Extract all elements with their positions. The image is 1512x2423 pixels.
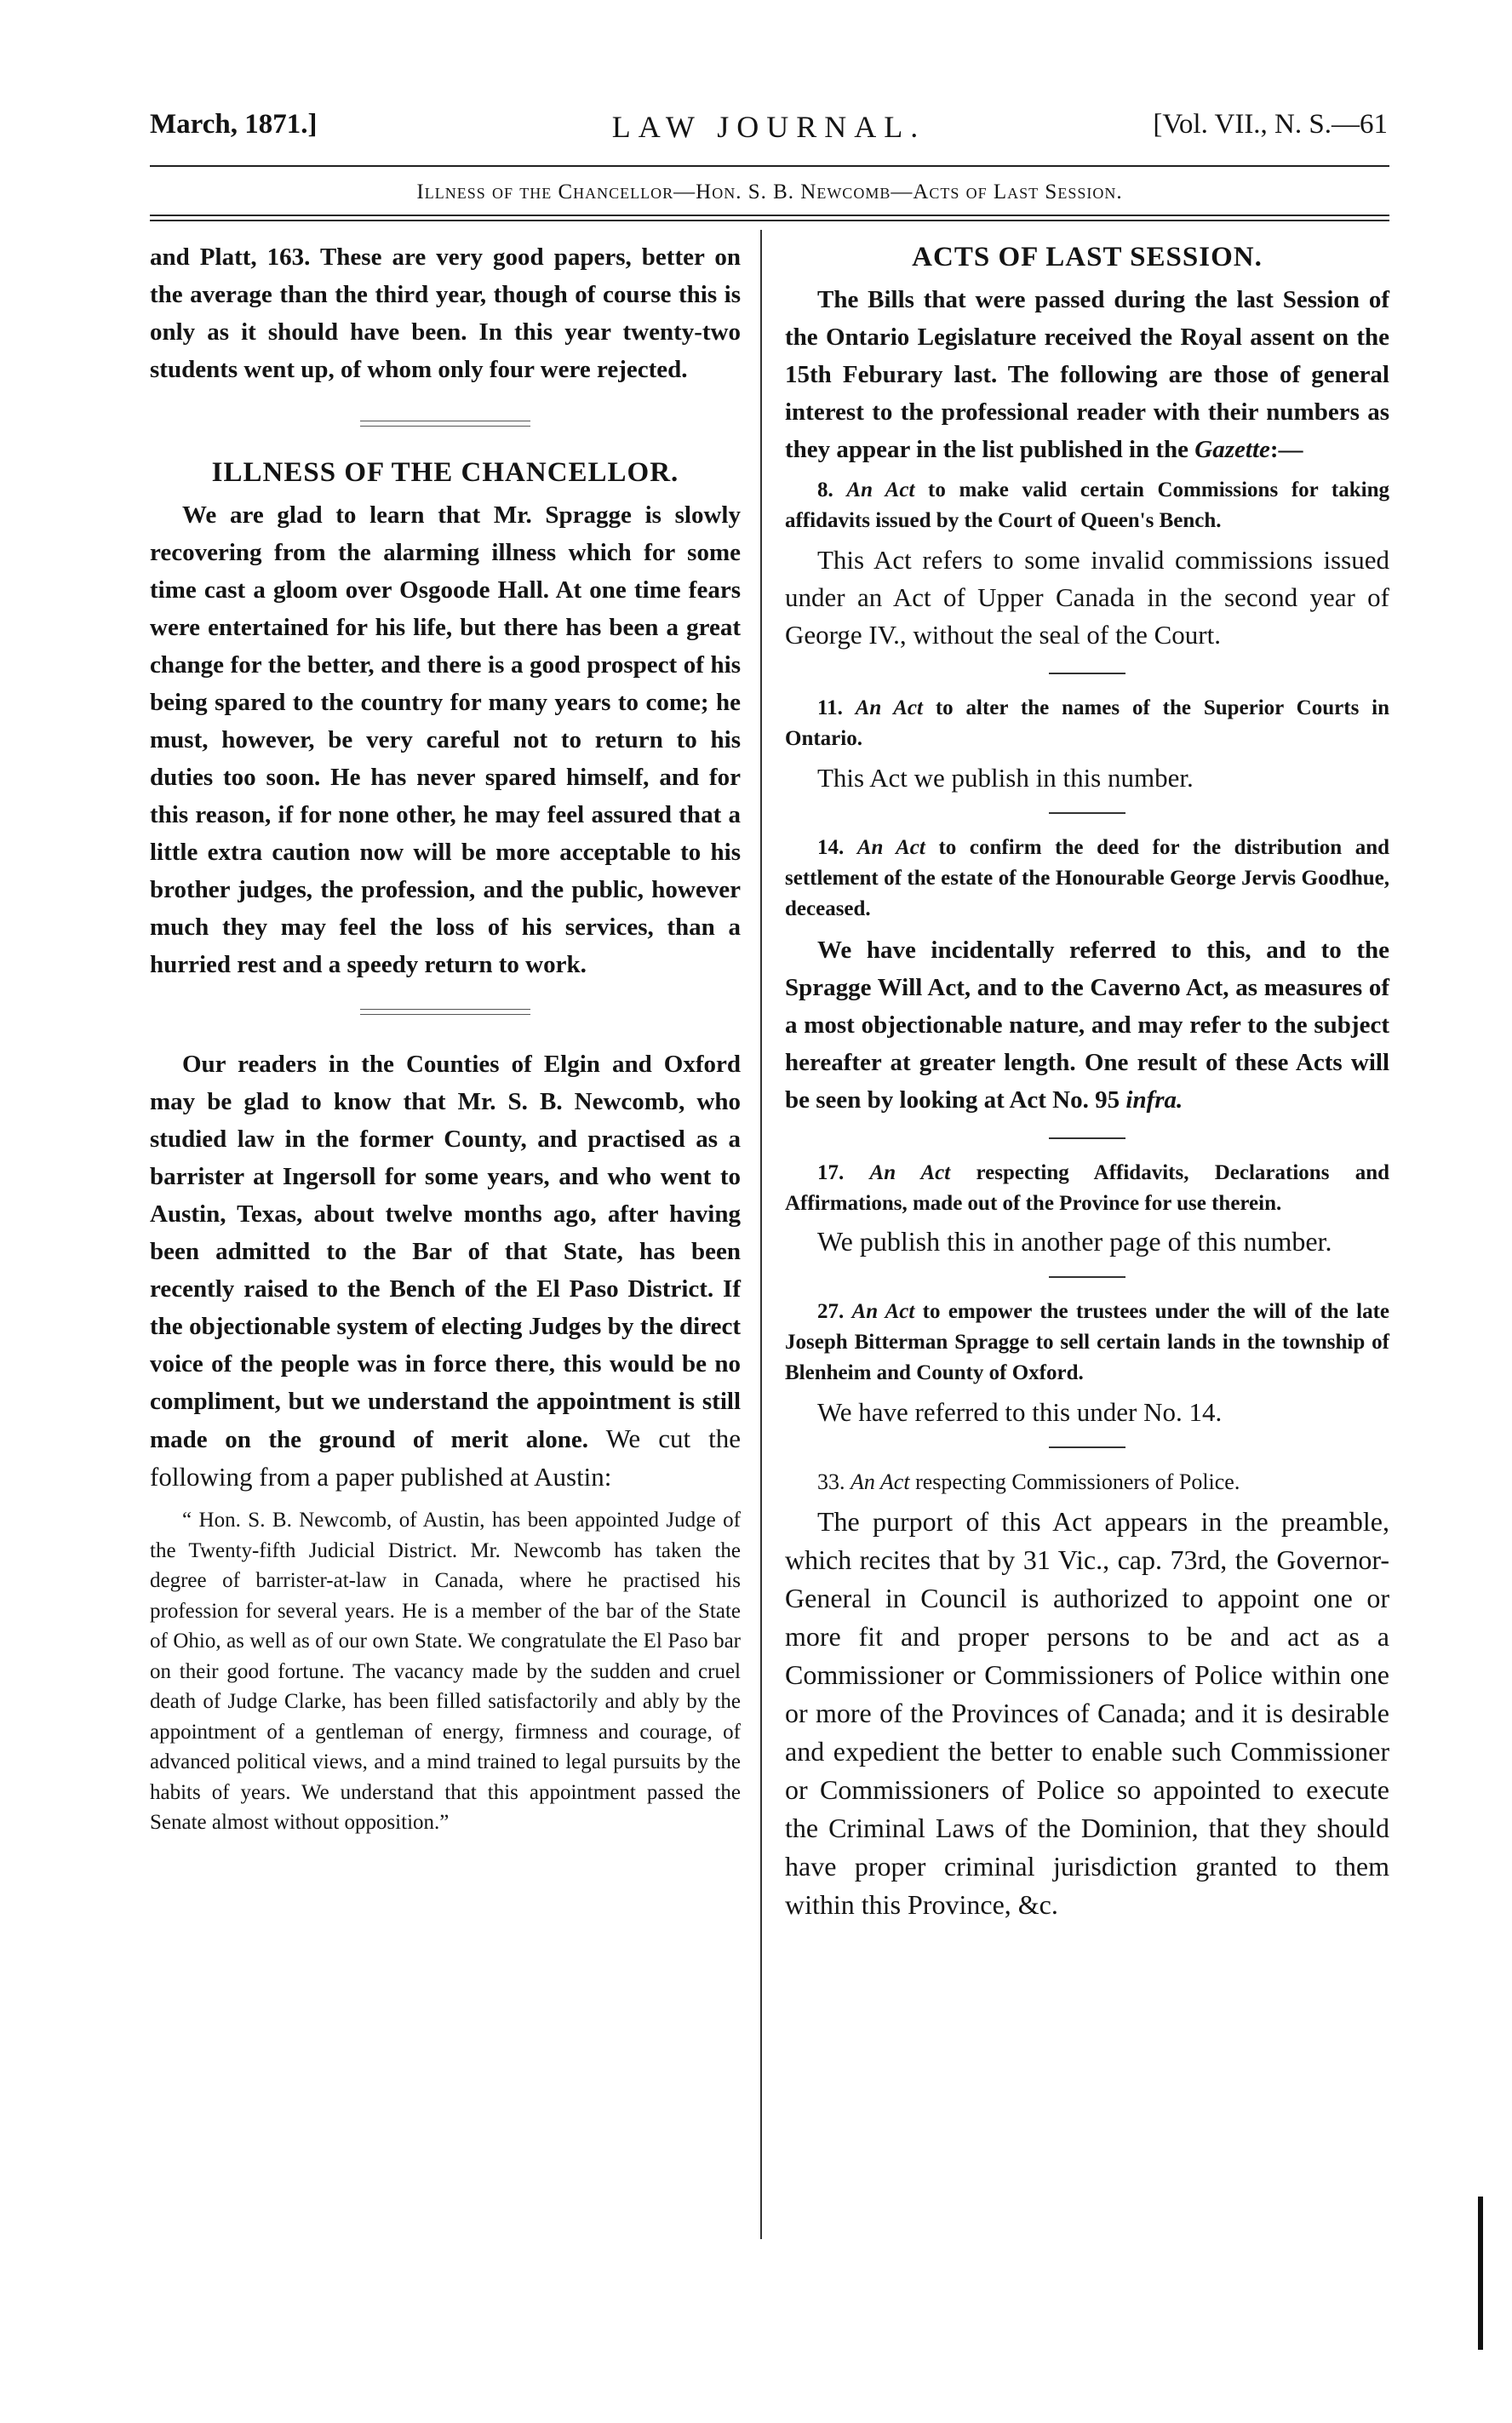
acts-heading: ACTS OF LAST SESSION.: [912, 242, 1263, 272]
left-column: [150, 238, 741, 1838]
act-title: [785, 693, 1389, 754]
act-description: to empower the trustees under the will of the late Joseph Bitterman Spragge to sell certain lands in the township of Blenheim and County of Oxford.: [785, 1300, 1389, 1384]
illness-paragraph: We are glad to learn that Mr. Spragge is slowly recovering from the alarming illness which for some time cast a gloom over Osgoode Hall. At one time fears were entertained for his life, but there has been a great change for the better, and there is a good prospect of his being spared to the country for many years to come; he must, however, be very careful not to return to his duties too soon. He has never spared himself, and for this reason, if for none other, he may feel assured that a little extra caution now will be more acceptable to his brother judges, the profession, and the public, however much they may feel the loss of his services, than a hurried rest and a speedy return to work.: [150, 501, 741, 978]
act-separator: [1049, 1137, 1125, 1139]
act-comment: We publish this in another page of this number.: [817, 1226, 1332, 1257]
act-description: to alter the names of the Superior Courts in Ontario.: [785, 696, 1389, 750]
illness-heading: ILLNESS OF THE CHANCELLOR.: [211, 457, 679, 488]
act-title: [785, 1467, 1389, 1498]
act-label: An Act: [869, 1161, 951, 1184]
acts-intro-text: The Bills that were passed during the last Session of the Ontario Legislature received the Royal assent on the 15th Feburary last. The following are those of general interest to the professional reader with their numbers as they appear in the list published in the: [785, 286, 1389, 463]
act-title: [785, 1158, 1389, 1219]
acts-intro: [785, 281, 1389, 468]
right-column: [785, 238, 1389, 1924]
newcomb-plain-text: We cut the following from a paper published at Austin:: [150, 1423, 742, 1492]
page-edge-mark: [1478, 2197, 1483, 2350]
austin-quote: “ Hon. S. B. Newcomb, of Austin, has been appointed Judge of the Twenty-fifth Judicial District. Mr. Newcomb has taken the degree of barrister-at-law in Canada, where he practised his profession for several years. He is a member of the bar of the State of Ohio, as well as of our own State. We congratulate the El Paso bar on their good fortune. The vacancy made by the sudden and cruel death of Judge Clarke, has been filled satisfactorily and ably by the appointment of a gentleman of energy, firmness and courage, of advanced political views, and a mind trained to legal pursuits by the habits of years. We understand that this appointment passed the Senate almost without opposition.”: [150, 1509, 741, 1834]
section-divider: [360, 1009, 530, 1015]
act-label: An Act: [855, 696, 923, 719]
act-number: 33.: [817, 1469, 845, 1494]
acts-intro-end: :—: [1269, 436, 1303, 463]
act-label: An Act: [856, 836, 925, 859]
act-separator: [1049, 812, 1125, 814]
act-title: [785, 833, 1389, 925]
intro-paragraph: and Platt, 163. These are very good papers, better on the average than the third year, though of course this is only as it should have been. In this year twenty-two students went up, of whom only four were rejected.: [150, 243, 741, 383]
act-title: [785, 475, 1389, 536]
newcomb-bold-text: Our readers in the Counties of Elgin and Oxford may be glad to know that Mr. S. B. Newcomb, who studied law in the former County, and practised as a barrister at Ingersoll for some years, and who went to Austin, Texas, about twelve months ago, after having been admitted to the Bar of that State, has been recently raised to the Bench of the El Paso District. If the objectionable system of electing Judges by the direct voice of the people was in force there, this would be no compliment, but we understand the appointment is still made on the ground of merit alone.: [150, 1051, 741, 1453]
page-subtitle: Illness of the Chancellor—Hon. S. B. Newcomb—Acts of Last Session.: [416, 180, 1123, 203]
act-label: An Act: [850, 1469, 910, 1494]
act-number: 17.: [817, 1161, 845, 1184]
act-label: An Act: [846, 478, 915, 501]
act-comment: The purport of this Act appears in the preamble, which recites that by 31 Vic., cap. 73rd, the Governor-General in Council is authorized to appoint one or more fit and proper persons to be and act as a Commissioner or Commissioners of Police within one or more of the Provinces of Canada; and it is desirable and expedient the better to enable such Commissioner or Commissioners of Police so appointed to execute the Criminal Laws of the Dominion, that they should have proper criminal jurisdiction granted to them within this Province, &c.: [785, 1505, 1389, 1920]
running-header: [150, 109, 1388, 157]
section-divider: [360, 421, 530, 427]
header-date: March, 1871.]: [150, 109, 318, 140]
header-rule-top: [150, 165, 1389, 167]
act-label: An Act: [851, 1300, 915, 1323]
act-number: 14.: [817, 836, 845, 859]
act-number: 8.: [817, 478, 833, 501]
act-number: 11.: [817, 696, 843, 719]
act-description: respecting Affidavits, Declarations and Affirmations, made out of the Province for use therein.: [785, 1161, 1390, 1215]
act-description: respecting Commissioners of Police.: [915, 1469, 1240, 1494]
act-comment: [785, 931, 1389, 1119]
act-title: [785, 1297, 1389, 1389]
header-rule-upper: [150, 215, 1389, 216]
act-separator: [1049, 1276, 1125, 1278]
act-comment-text: We have incidentally referred to this, and to the Spragge Will Act, and to the Caverno Act, as measures of a most objectionable nature, and may refer to the subject hereafter at greater length. One result of these Acts will be seen by looking at Act No. 95: [785, 937, 1389, 1114]
act-comment: This Act we publish in this number.: [817, 763, 1194, 793]
act-comment: We have referred to this under No. 14.: [817, 1397, 1223, 1427]
gazette-italic: Gazette: [1194, 436, 1270, 463]
infra-italic: infra.: [1125, 1086, 1183, 1114]
column-divider: [760, 230, 762, 2239]
act-comment: This Act refers to some invalid commissions issued under an Act of Upper Canada in the second year of George IV., without the seal of the Court.: [785, 545, 1389, 650]
header-rule-lower: [150, 220, 1389, 221]
header-volume: [Vol. VII., N. S.—61: [1153, 109, 1388, 140]
act-description: to confirm the deed for the distribution and settlement of the estate of the Honourable George Jervis Goodhue, deceased.: [785, 836, 1390, 920]
act-separator: [1049, 673, 1125, 674]
newcomb-paragraph: [150, 1045, 741, 1497]
act-separator: [1049, 1446, 1125, 1448]
header-journal-title: LAW JOURNAL.: [611, 110, 926, 144]
act-number: 27.: [817, 1300, 845, 1323]
act-description: to make valid certain Commissions for taking affidavits issued by the Court of Queen's Bench.: [785, 478, 1390, 532]
